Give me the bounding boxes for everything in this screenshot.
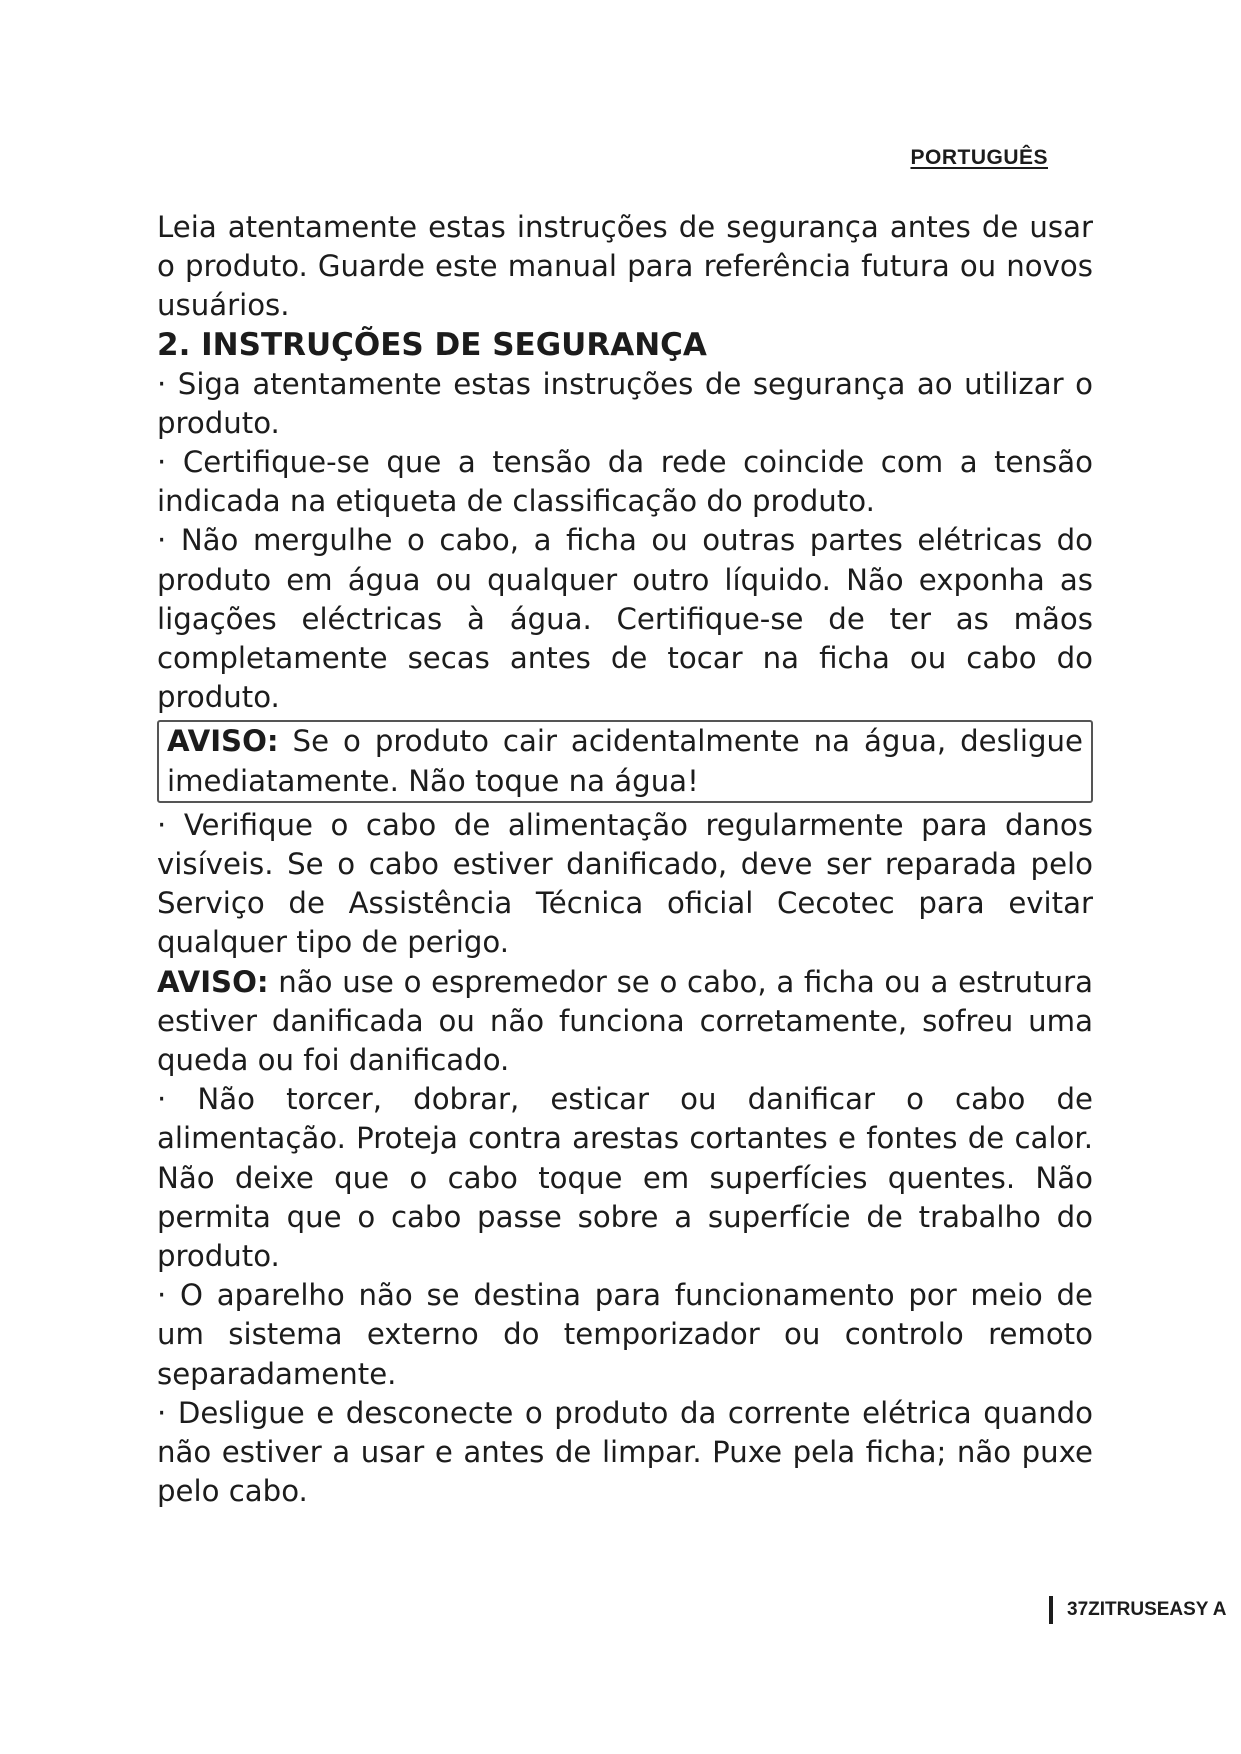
inline-warning bbox=[157, 963, 1093, 1081]
safety-item: · Não mergulhe o cabo, a ficha ou outras partes elétricas do produto em água ou qualquer outro líquido. Não exponha as ligações eléctricas à água. Certifique-se de ter as mãos completamente secas antes de tocar na ficha ou cabo do produto. bbox=[157, 523, 1093, 715]
intro-paragraph: Leia atentamente estas instruções de segurança antes de usar o produto. Guarde este manual para referência futura ou novos usuários. bbox=[157, 210, 1093, 323]
warning-text: não use o espremedor se o cabo, a ficha ou a estrutura estiver danificada ou não funciona corretamente, sofreu uma queda ou foi danificado. bbox=[157, 964, 1093, 1078]
safety-item: · O aparelho não se destina para funcionamento por meio de um sistema externo do temporizador ou controlo remoto separadamente. bbox=[157, 1278, 1093, 1391]
warning-label: AVISO: bbox=[157, 964, 269, 999]
safety-item: · Desligue e desconecte o produto da corrente elétrica quando não estiver a usar e antes de limpar. Puxe pela ficha; não puxe pelo cabo. bbox=[157, 1395, 1093, 1509]
warning-label: AVISO: bbox=[167, 724, 279, 759]
safety-item: · Siga atentamente estas instruções de segurança ao utilizar o produto. bbox=[157, 366, 1093, 440]
language-label: PORTUGUÊS bbox=[910, 146, 1048, 169]
page-code: 37ZITRUSEASY A bbox=[1067, 1599, 1227, 1620]
safety-item: · Verifique o cabo de alimentação regularmente para danos visíveis. Se o cabo estiver danificado, deve ser reparada pelo Serviço de Assistência Técnica oficial Cecotec para evitar qualquer tipo de perigo. bbox=[157, 807, 1093, 960]
page-footer bbox=[1049, 1596, 1239, 1624]
manual-content bbox=[157, 208, 1093, 1512]
safety-item: · Certifique-se que a tensão da rede coincide com a tensão indicada na etiqueta de classificação do produto. bbox=[157, 445, 1093, 519]
footer-divider bbox=[1049, 1596, 1053, 1624]
warning-box bbox=[157, 720, 1093, 802]
section-title: 2. INSTRUÇÕES DE SEGURANÇA bbox=[157, 326, 707, 363]
safety-item: · Não torcer, dobrar, esticar ou danificar o cabo de alimentação. Proteja contra arestas cortantes e fontes de calor. Não deixe que o cabo toque em superfícies quentes. Não permita que o cabo passe sobre a superfície de trabalho do produto. bbox=[157, 1082, 1093, 1274]
warning-text: Se o produto cair acidentalmente na água, desligue imediatamente. Não toque na água! bbox=[167, 724, 1083, 798]
